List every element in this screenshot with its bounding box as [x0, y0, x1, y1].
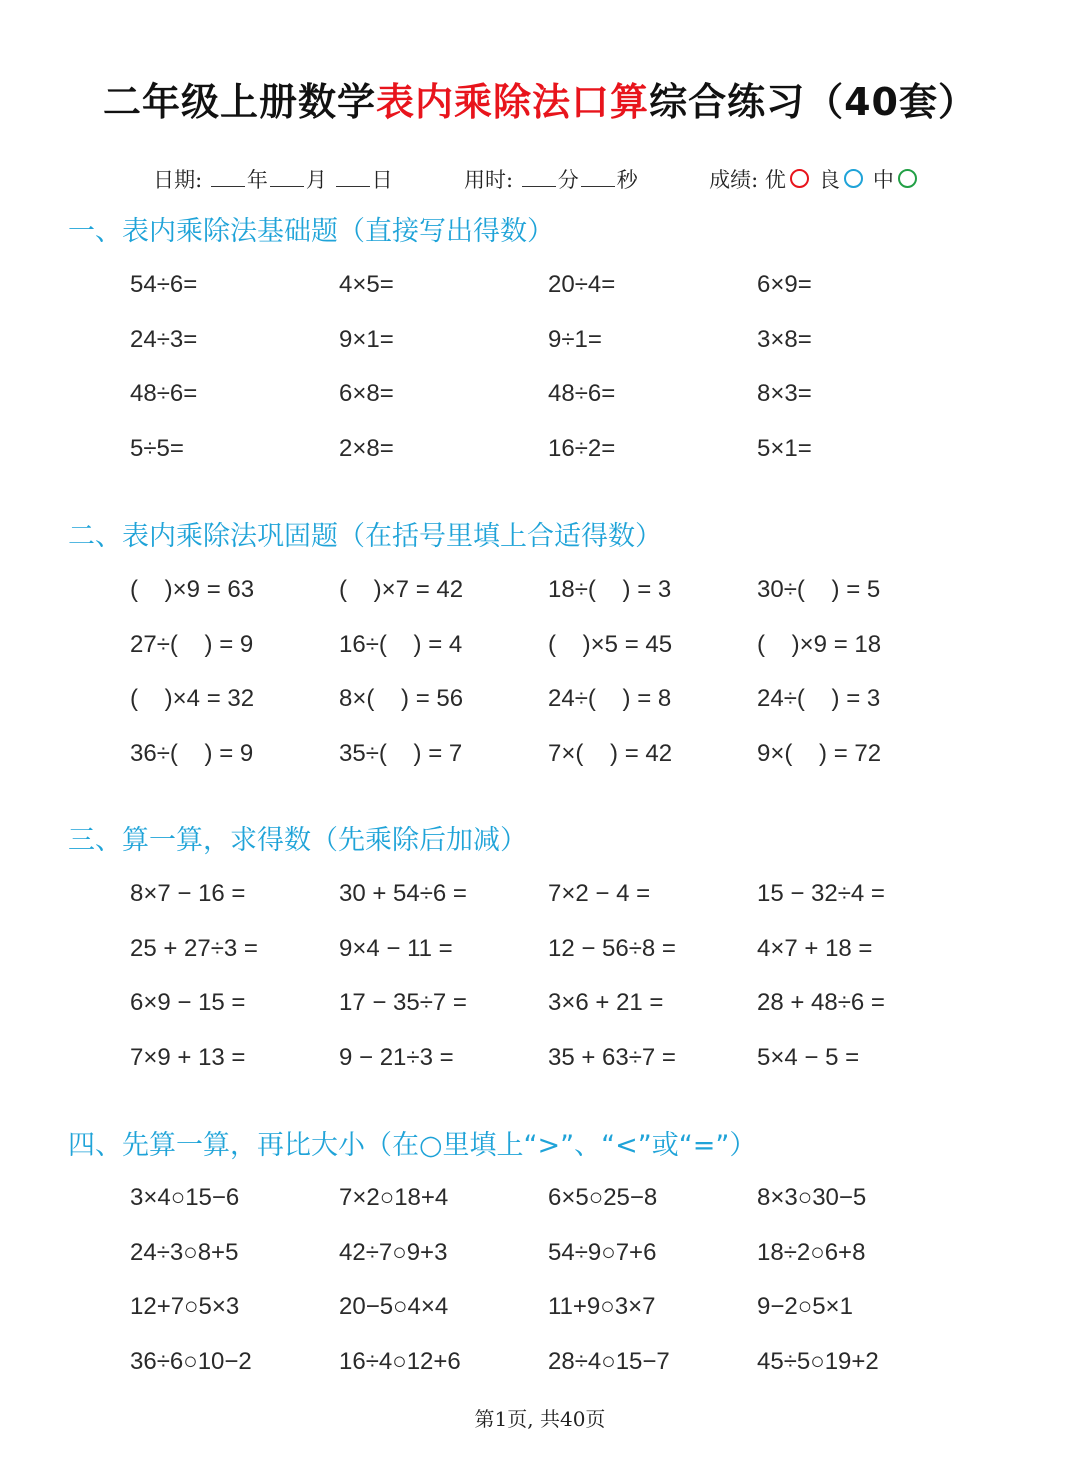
problem-row [130, 988, 1010, 1043]
problem-item: 8×3○30−5 [757, 1184, 867, 1211]
problem-row [130, 1292, 1010, 1347]
problem-item: 9−2○5×1 [757, 1293, 853, 1321]
problem-item: 18÷( ) = 3 [548, 576, 672, 603]
problem-item: 4×7 + 18 = [757, 934, 873, 962]
problem-item: 25 + 27÷3 = [130, 934, 258, 962]
problem-item: 36÷( ) = 9 [130, 739, 254, 767]
problem-item: 7×( ) = 42 [548, 739, 673, 767]
problem-item: 6×5○25−8 [548, 1184, 658, 1211]
problem-item: 5×1= [757, 434, 812, 462]
year-label: 年 [246, 168, 268, 192]
section-2-grid [130, 575, 1010, 793]
problem-item: 30 + 54÷6 = [339, 880, 467, 907]
problem-item: 42÷7○9+3 [339, 1238, 448, 1266]
section-3-heading: 三、算一算，求得数（先乘除后加减） [68, 825, 527, 856]
problem-item: ( )×9 = 18 [757, 630, 882, 658]
problem-item: 48÷6= [548, 380, 616, 408]
grade-excellent-circle-icon[interactable] [790, 169, 809, 188]
problem-row [130, 879, 1010, 934]
problem-item: 8×( ) = 56 [339, 685, 464, 713]
month-blank[interactable] [270, 166, 304, 187]
problem-item: 48÷6= [130, 380, 198, 408]
title-suffix: 综合练习（40套） [649, 80, 977, 124]
problem-item: 9×1= [339, 325, 394, 353]
problem-item: 8×7 − 16 = [130, 880, 246, 907]
problem-item: 24÷3= [130, 325, 198, 353]
grade-excellent-label: 优 [764, 168, 786, 192]
section-4-grid [130, 1183, 1010, 1401]
year-blank[interactable] [211, 166, 245, 187]
problem-row [130, 270, 1010, 325]
section-4-heading: 四、先算一算，再比大小（在○里填上“>”、“<”或“=”） [68, 1130, 757, 1161]
problem-item: 2×8= [339, 434, 394, 462]
problem-row [130, 1347, 1010, 1402]
problem-item: 45÷5○19+2 [757, 1347, 879, 1375]
problem-item: 24÷( ) = 8 [548, 685, 672, 713]
problem-item: 54÷6= [130, 271, 198, 298]
grade-good-label: 良 [818, 168, 840, 192]
problem-item: 7×2○18+4 [339, 1184, 449, 1211]
problem-item: 4×5= [339, 271, 394, 298]
problem-row [130, 739, 1010, 794]
problem-item: 11+9○3×7 [548, 1293, 656, 1321]
problem-row [130, 325, 1010, 380]
problem-item: 16÷4○12+6 [339, 1347, 461, 1375]
grade-medium-label: 中 [872, 168, 894, 192]
problem-item: 35 + 63÷7 = [548, 1043, 676, 1071]
problem-item: 30÷( ) = 5 [757, 576, 881, 603]
problem-item: 28 + 48÷6 = [757, 989, 885, 1017]
section-1-heading: 一、表内乘除法基础题（直接写出得数） [68, 216, 554, 247]
problem-item: ( )×4 = 32 [130, 685, 255, 713]
problem-item: 24÷( ) = 3 [757, 685, 881, 713]
problem-item: 8×3= [757, 380, 812, 408]
problem-item: 24÷3○8+5 [130, 1238, 239, 1266]
problem-item: 18÷2○6+8 [757, 1238, 866, 1266]
month-label: 月 [305, 168, 327, 192]
problem-item: 6×8= [339, 380, 394, 408]
problem-item: ( )×5 = 45 [548, 630, 673, 658]
problem-item: 9×4 − 11 = [339, 934, 453, 962]
problem-item: 16÷2= [548, 434, 616, 462]
problem-item: 9 − 21÷3 = [339, 1043, 454, 1071]
grade-medium-circle-icon[interactable] [898, 169, 917, 188]
problem-item: 17 − 35÷7 = [339, 989, 467, 1017]
time-label: 用时: [463, 168, 514, 192]
date-label: 日期: [153, 168, 203, 192]
problem-row [130, 379, 1010, 434]
title-grade: 二年级上册数学 [103, 80, 377, 124]
problem-item: 3×4○15−6 [130, 1184, 240, 1211]
minute-label: 分 [557, 168, 579, 192]
info-line [0, 162, 1080, 198]
problem-item: 12 − 56÷8 = [548, 934, 676, 962]
problem-item: 7×2 − 4 = [548, 880, 651, 907]
problem-item: 5÷5= [130, 434, 184, 462]
second-label: 秒 [616, 168, 638, 192]
day-label: 日 [371, 168, 393, 192]
grade-good-circle-icon[interactable] [844, 169, 863, 188]
problem-row [130, 434, 1010, 489]
problem-item: 6×9 − 15 = [130, 989, 246, 1017]
second-blank[interactable] [581, 166, 615, 187]
minute-blank[interactable] [522, 166, 556, 187]
problem-row [130, 1043, 1010, 1098]
problem-row [130, 1183, 1010, 1238]
problem-item: 6×9= [757, 271, 812, 298]
problem-item: 35÷( ) = 7 [339, 739, 463, 767]
problem-row [130, 1238, 1010, 1293]
day-blank[interactable] [336, 166, 370, 187]
problem-item: 15 − 32÷4 = [757, 880, 885, 907]
problem-item: 54÷9○7+6 [548, 1238, 657, 1266]
problem-item: 12+7○5×3 [130, 1293, 240, 1321]
problem-item: 5×4 − 5 = [757, 1043, 860, 1071]
title-topic: 表内乘除法口算 [376, 80, 650, 124]
problem-item: 20−5○4×4 [339, 1293, 449, 1321]
problem-item: 28÷4○15−7 [548, 1347, 670, 1375]
section-1-grid [130, 270, 1010, 488]
problem-row [130, 684, 1010, 739]
problem-item: 27÷( ) = 9 [130, 630, 254, 658]
problem-item: 36÷6○10−2 [130, 1347, 252, 1375]
problem-item: 3×6 + 21 = [548, 989, 664, 1017]
section-2-heading: 二、表内乘除法巩固题（在括号里填上合适得数） [68, 521, 662, 552]
problem-item: 3×8= [757, 325, 812, 353]
problem-item: ( )×9 = 63 [130, 576, 255, 603]
problem-item: 20÷4= [548, 271, 616, 298]
problem-item: 7×9 + 13 = [130, 1043, 246, 1071]
problem-row [130, 934, 1010, 989]
section-3-grid [130, 879, 1010, 1097]
page-footer: 第1页, 共40页 [474, 1407, 606, 1431]
problem-row [130, 630, 1010, 685]
problem-item: ( )×7 = 42 [339, 576, 464, 603]
problem-item: 9×( ) = 72 [757, 739, 882, 767]
score-label: 成绩: [709, 168, 759, 192]
page-title [0, 72, 1080, 132]
problem-item: 9÷1= [548, 325, 602, 353]
problem-row [130, 575, 1010, 630]
problem-item: 16÷( ) = 4 [339, 630, 463, 658]
